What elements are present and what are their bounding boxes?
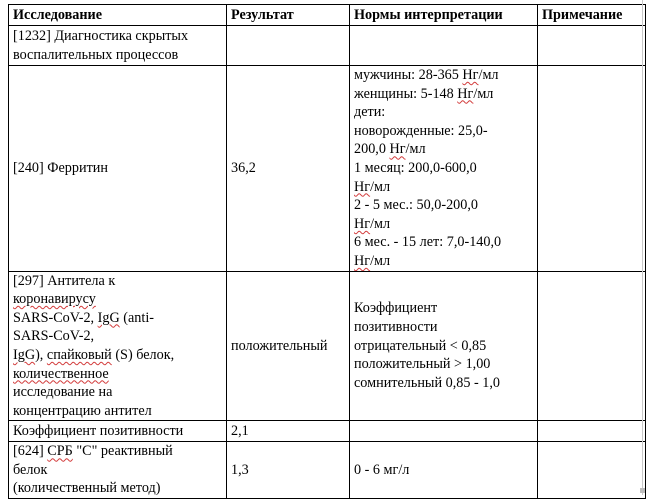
table-row <box>9 66 646 272</box>
header-norms: Нормы интерпретации <box>350 5 538 26</box>
cell-study <box>9 66 227 272</box>
lab-results-table <box>8 4 646 499</box>
cell-study <box>9 421 227 442</box>
study-line: коронавирусу <box>13 291 96 308</box>
cell-norms <box>350 26 538 66</box>
study-line: исследование на <box>13 384 113 401</box>
header-study: Исследование <box>9 5 227 26</box>
norm-line: дети: <box>354 104 386 121</box>
study-line: [1232] Диагностика скрытых <box>13 27 189 44</box>
norm-line: сомнительный 0,85 - 1,0 <box>354 374 500 391</box>
cell-result: 2,1 <box>227 421 350 442</box>
cell-note <box>538 271 646 421</box>
cell-result: положительный <box>227 271 350 421</box>
table-row <box>9 421 646 442</box>
study-line: [240] Ферритин <box>13 159 108 176</box>
cell-result <box>227 26 350 66</box>
norm-line: женщины: 5-148 Нг/мл <box>354 85 494 102</box>
norm-line: 1 месяц: 200,0-600,0 <box>354 159 477 176</box>
cell-note <box>538 442 646 499</box>
cell-study <box>9 26 227 66</box>
table-row <box>9 442 646 499</box>
table-header-row <box>9 5 646 26</box>
cell-norms <box>350 271 538 421</box>
norm-line: позитивности <box>354 319 438 336</box>
study-line: концентрацию антител <box>13 402 152 419</box>
table-row <box>9 26 646 66</box>
study-line: Коэффициент позитивности <box>13 422 184 439</box>
norm-line: Нг/мл <box>354 215 391 232</box>
study-line: SARS-CoV-2, IgG (anti- <box>13 309 154 326</box>
study-line: белок <box>13 461 48 478</box>
cell-study <box>9 271 227 421</box>
cell-study <box>9 442 227 499</box>
table-row <box>9 271 646 421</box>
norm-line: 6 мес. - 15 лет: 7,0-140,0 <box>354 234 502 251</box>
cell-note <box>538 66 646 272</box>
norm-line: Нг/мл <box>354 178 391 195</box>
study-line: воспалительных процессов <box>13 46 179 63</box>
header-result: Результат <box>227 5 350 26</box>
resize-corner-handle[interactable] <box>640 488 645 493</box>
study-line: количественное <box>13 365 109 382</box>
study-line: (количественный метод) <box>13 480 161 497</box>
cell-norms <box>350 421 538 442</box>
cell-result: 36,2 <box>227 66 350 272</box>
norm-line: 200,0 Нг/мл <box>354 141 426 158</box>
study-line: SARS-CoV-2, <box>13 328 95 345</box>
cell-note <box>538 26 646 66</box>
header-note: Примечание <box>538 5 646 26</box>
norm-line: мужчины: 28-365 Нг/мл <box>354 67 499 83</box>
norm-line: Коэффициент <box>354 300 438 317</box>
norm-line: Нг/мл <box>354 252 391 269</box>
norm-line: отрицательный < 0,85 <box>354 337 487 354</box>
norm-line: 0 - 6 мг/л <box>354 461 410 478</box>
cell-norms <box>350 442 538 499</box>
cell-result: 1,3 <box>227 442 350 499</box>
norm-line: 2 - 5 мес.: 50,0-200,0 <box>354 197 478 214</box>
norm-line: новорожденные: 25,0- <box>354 122 488 139</box>
study-line: IgG), спайковый (S) белок, <box>13 346 175 363</box>
norm-line: положительный > 1,00 <box>354 356 491 373</box>
cell-norms <box>350 66 538 272</box>
study-line: [624] СРБ "С" реактивный <box>13 443 173 460</box>
study-line: [297] Антитела к <box>13 272 116 289</box>
cell-note <box>538 421 646 442</box>
page-edge-divider <box>642 0 643 495</box>
